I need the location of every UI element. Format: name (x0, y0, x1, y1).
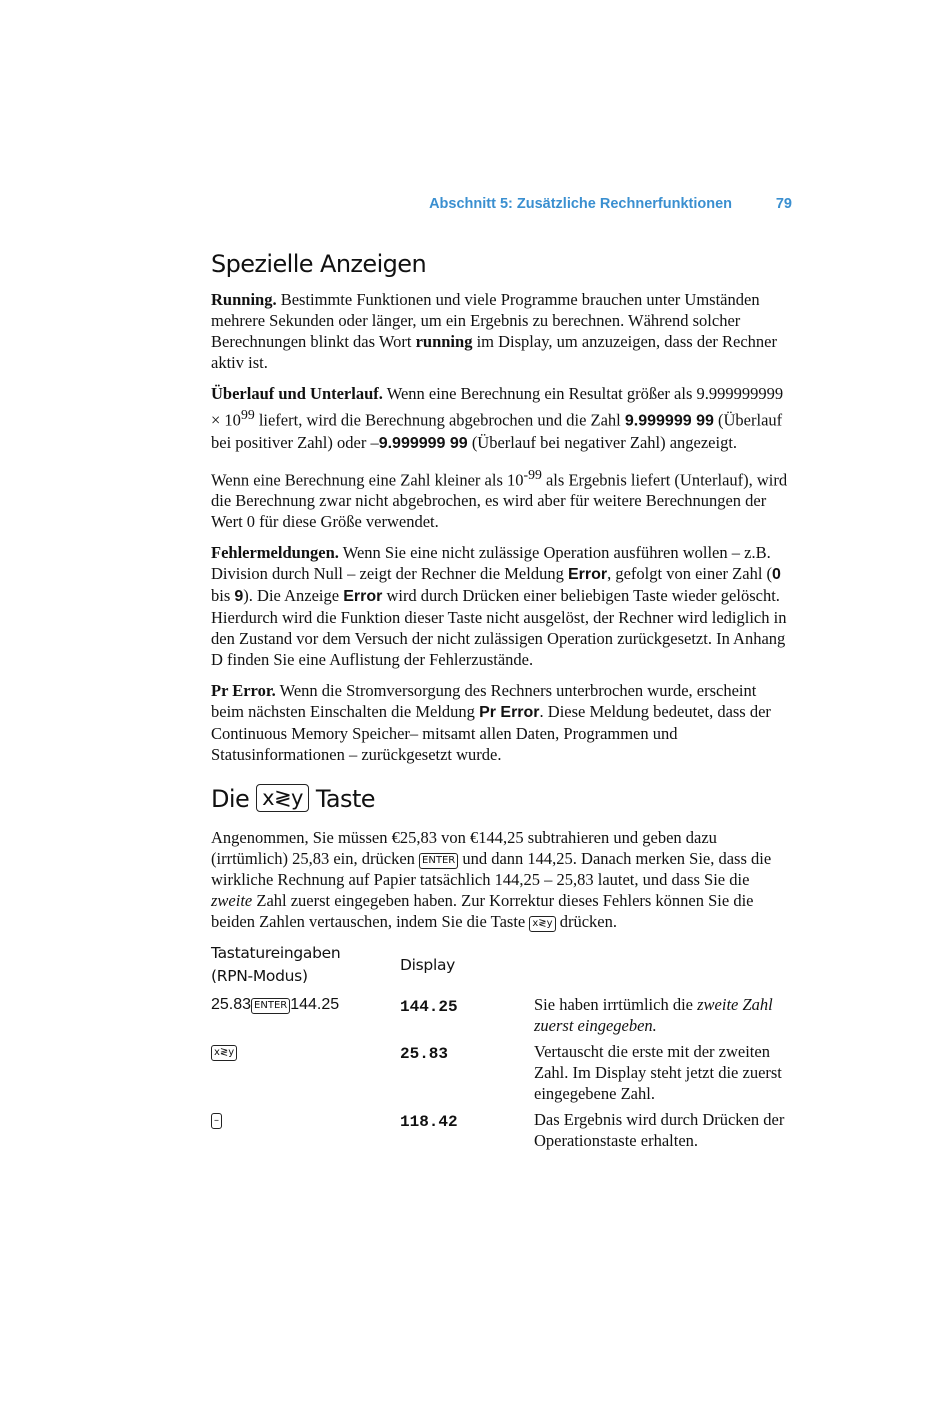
display-value: 9.999999 99 (624, 412, 714, 430)
term-overflow: Überlauf und Unterlauf. (211, 384, 383, 403)
minus-key-icon: – (211, 1113, 222, 1129)
display-value: 0 (772, 566, 781, 583)
text: und dann 144,25. Danach merken Sie, dass die wirkliche Rechnung auf Papier tatsächlich 144,25 – 25,83 lautet, und dass Sie die (211, 849, 772, 889)
column-header-keystrokes (211, 942, 400, 994)
table-row (211, 1041, 793, 1109)
display-value: Pr Error (479, 704, 540, 721)
text: Zahl zuerst eingegeben haben. Zur Korrektur dieses Fehlers können Sie die beiden Zahlen vertauschen, indem Sie die Taste (211, 891, 754, 931)
swap-key-icon: x≷y (211, 1045, 237, 1061)
table-row (211, 994, 793, 1041)
paragraph-errors (211, 542, 793, 670)
text: (Überlauf bei positiver Zahl) oder – (211, 410, 783, 452)
page-number: 79 (775, 196, 792, 212)
display-cell: 144.25 (400, 998, 458, 1016)
text: . Diese Meldung bedeutet, dass der Continuous Memory Speicher– mitsamt allen Daten, Programmen und Statusinformationen – zurückgesetzt wurde. (211, 702, 771, 764)
text: ). Die Anzeige (243, 586, 344, 605)
text: im Display, um anzuzeigen, dass der Rechner aktiv ist. (211, 332, 777, 372)
paragraph-underflow (211, 464, 793, 533)
section-title: Abschnitt 5: Zusätzliche Rechnerfunktionen (429, 196, 732, 212)
table-row (211, 1109, 793, 1156)
exponent: 99 (240, 407, 255, 422)
description-cell (534, 994, 793, 1041)
keystroke-cell (211, 994, 400, 1041)
text: wird durch Drücken einer beliebigen Taste wieder gelöscht. Hierdurch wird die Funktion dieser Taste nicht ausgelöst, der Rechner wird lediglich in den Zustand vor dem Versuch der nicht zulässigen Operation zurückgesetzt. In Anhang D finden Sie eine Auflistung der Fehlerzustände. (211, 586, 787, 669)
display-value: 9.999999 99 (378, 434, 468, 452)
description-cell: Das Ergebnis wird durch Drücken der Operationstaste erhalten. (534, 1110, 785, 1150)
term-pr-error: Pr Error. (211, 681, 276, 700)
text: drücken. (555, 912, 617, 931)
paragraph-swap-example (211, 827, 793, 932)
heading-swap-key (211, 783, 793, 815)
column-header-description (534, 942, 793, 994)
term-running: Running. (211, 290, 277, 309)
text: liefert, wird die Berechnung abgebrochen und die Zahl (254, 410, 625, 430)
description-cell: Vertauscht die erste mit der zweiten Zahl. Im Display steht jetzt die zuerst eingegebene Zahl. (534, 1042, 782, 1103)
display-cell: 118.42 (400, 1113, 458, 1131)
term-running-word: running (415, 332, 473, 351)
text: Bestimmte Funktionen und viele Programme brauchen unter Umständen mehrere Sekunden oder länger, um ein Ergebnis zu berechnen. Während solcher Berechnungen blinkt das Wort (211, 290, 760, 351)
header-line: Tastatureingaben (211, 944, 341, 962)
running-header (210, 196, 792, 218)
text: Wenn die Stromversorgung des Rechners unterbrochen wurde, erscheint beim nächsten Einschalten die Meldung (211, 681, 757, 721)
text: Wenn eine Berechnung eine Zahl kleiner als 10 (211, 470, 524, 489)
header-line: (RPN-Modus) (211, 967, 308, 985)
emphasis: zweite (211, 891, 253, 910)
swap-key-icon: x≷y (256, 784, 309, 812)
text: (Überlauf bei negativer Zahl) angezeigt. (467, 432, 738, 452)
enter-key-icon: ENTER (251, 998, 290, 1014)
heading-text: Taste (315, 785, 375, 813)
emphasis: zweite Zahl zuerst eingegeben. (534, 995, 773, 1035)
display-value: Error (343, 588, 383, 605)
exponent: -99 (523, 466, 542, 482)
keystroke-cell (211, 1041, 400, 1109)
keystroke-text: 144.25 (290, 996, 340, 1013)
text: Angenommen, Sie müssen €25,83 von €144,25 subtrahieren und geben dazu (irrtümlich) 25,83 ein, drücken (211, 828, 717, 868)
text: Sie haben irrtümlich die (534, 995, 698, 1014)
term-errors: Fehlermeldungen. (211, 543, 339, 562)
keystroke-text: 25.83 (211, 996, 252, 1013)
text: als Ergebnis liefert (Unterlauf), wird die Berechnung zwar nicht abgebrochen, es wird aber für weitere Berechnungen der Wert 0 für diese Größe verwendet. (211, 470, 788, 531)
page-content (211, 248, 793, 1156)
text: bis (211, 586, 235, 605)
display-value: 9 (234, 588, 244, 605)
heading-text: Die (211, 785, 250, 813)
keystroke-table (211, 942, 793, 1156)
display-cell: 25.83 (400, 1045, 449, 1063)
swap-key-icon: x≷y (529, 916, 555, 932)
heading-spezielle-anzeigen: Spezielle Anzeigen (211, 250, 427, 278)
paragraph-pr-error (211, 680, 793, 765)
keystroke-cell (211, 1109, 400, 1156)
text: Wenn Sie eine nicht zulässige Operation ausführen wollen – z.B. Division durch Null – zeigt der Rechner die Meldung (211, 543, 771, 583)
table-header-row (211, 942, 793, 994)
paragraph-running (211, 289, 793, 373)
enter-key-icon: ENTER (419, 853, 458, 869)
text: , gefolgt von einer Zahl ( (607, 564, 773, 583)
column-header-display: Display (400, 955, 456, 974)
text: Wenn eine Berechnung ein Resultat größer als 9.999999999 × 10 (211, 384, 784, 430)
display-value: Error (567, 566, 608, 583)
paragraph-overflow (211, 383, 793, 454)
